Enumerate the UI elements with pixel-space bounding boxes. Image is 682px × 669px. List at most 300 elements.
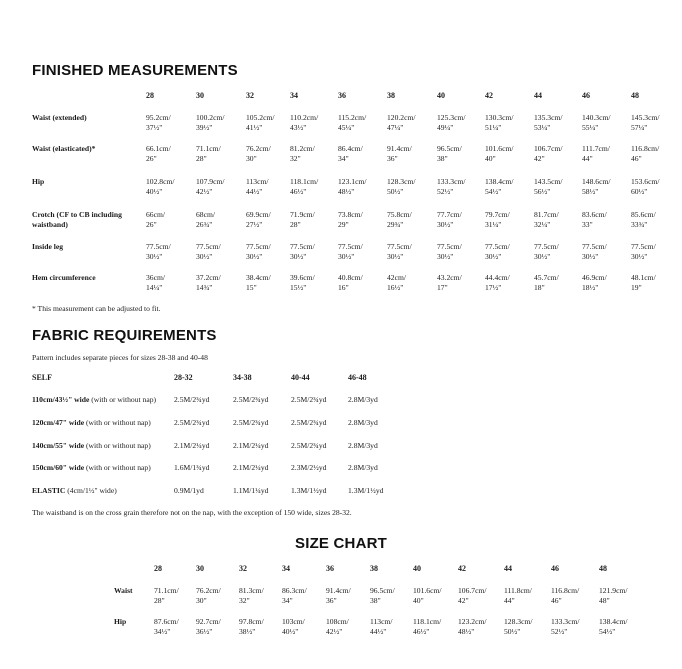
measurement-cell [387,177,415,197]
measurement-cell [196,242,221,262]
fabric-note: (with or without nap) [89,395,157,404]
size-header: 30 [196,91,204,100]
cell-imperial: 17½" [485,283,502,292]
cell-imperial: 42" [534,154,545,163]
cell-imperial: 39½" [196,123,213,132]
measurement-cell [290,210,315,230]
measurement-cell [413,617,441,637]
cell-metric: 77.5cm/ [387,242,412,251]
measurement-cell [387,113,415,133]
cell-imperial: 14¾" [196,283,213,292]
cell-imperial: 36" [387,154,398,163]
measurement-cell [338,210,363,230]
fabric-requirements-title: FABRIC REQUIREMENTS [32,327,217,344]
measurement-cell [485,113,513,133]
measurement-cell [239,586,264,606]
measurement-cell [485,210,510,230]
cell-imperial: 56½" [534,187,551,196]
cell-metric: 38.4cm/ [246,273,271,282]
cell-imperial: 19" [631,283,642,292]
measurement-cell [246,210,271,230]
cell-imperial: 40½" [282,627,299,636]
cell-imperial: 15½" [290,283,307,292]
cell-imperial: 52½" [437,187,454,196]
cell-imperial: 55¼" [582,123,599,132]
cell-metric: 77.5cm/ [338,242,363,251]
cell-imperial: 28" [290,220,301,229]
measurement-cell [246,144,271,164]
measurement-cell [290,273,315,293]
cell-metric: 130.3cm/ [485,113,514,122]
fabric-amount: 2.8M/3yd [348,441,378,450]
measurement-cell [437,177,465,197]
cell-metric: 69.9cm/ [246,210,271,219]
measurement-cell [246,273,271,293]
size-header: 36 [326,564,334,573]
cell-imperial: 48" [599,596,610,605]
measurement-cell [582,210,607,230]
measurement-cell [631,144,659,164]
size-range-header: 46-48 [348,373,367,382]
measurement-cell [326,617,349,637]
fabric-amount: 1.1M/1¼yd [233,486,269,495]
cell-metric: 71.9cm/ [290,210,315,219]
cell-imperial: 54½" [599,627,616,636]
fabric-note: (4cm/1½" wide) [65,486,117,495]
cell-imperial: 30" [196,596,207,605]
measurement-cell [458,586,486,606]
measurement-cell [534,177,562,197]
cell-imperial: 30½" [338,252,355,261]
cell-imperial: 27½" [246,220,263,229]
measurement-cell [387,210,412,230]
cell-imperial: 26¾" [196,220,213,229]
cell-metric: 91.4cm/ [387,144,412,153]
fabric-width: 140cm/55" wide [32,441,85,450]
measurement-cell [196,144,221,164]
measurement-cell [504,617,532,637]
cell-metric: 43.2cm/ [437,273,462,282]
cell-metric: 77.5cm/ [582,242,607,251]
fabric-width: 120cm/47" wide [32,418,85,427]
cell-imperial: 40" [485,154,496,163]
cell-imperial: 18" [534,283,545,292]
measurement-cell [290,177,318,197]
measurement-cell [631,210,656,230]
cell-metric: 85.6cm/ [631,210,656,219]
cell-imperial: 30½" [485,252,502,261]
measurement-cell [338,113,366,133]
fabric-amount: 1.3M/1½yd [291,486,327,495]
cell-metric: 87.6cm/ [154,617,179,626]
size-header: 28 [146,91,154,100]
cell-metric: 116.8cm/ [551,586,580,595]
fabric-amount: 2.5M/2¾yd [291,395,327,404]
measurement-cell [631,242,656,262]
fabric-amount: 2.8M/3yd [348,463,378,472]
measurement-cell [582,144,610,164]
cell-metric: 101.6cm/ [485,144,514,153]
measurement-cell [146,113,171,133]
cell-metric: 81.3cm/ [239,586,264,595]
measurement-cell [485,144,513,164]
measurement-cell [154,617,179,637]
measurement-cell [387,144,412,164]
measurement-cell [582,273,607,293]
cell-metric: 76.2cm/ [196,586,221,595]
fabric-row-label [32,486,117,495]
cell-imperial: 57¼" [631,123,648,132]
measurement-cell [458,617,486,637]
cell-imperial: 33¾" [631,220,648,229]
cell-metric: 148.6cm/ [582,177,611,186]
cell-metric: 138.4cm/ [599,617,628,626]
cell-imperial: 44" [582,154,593,163]
measurement-cell [290,242,315,262]
measurement-cell [246,242,271,262]
measurement-cell [485,177,513,197]
cell-metric: 106.7cm/ [534,144,563,153]
cell-metric: 118.1cm/ [290,177,319,186]
fabric-amount: 2.5M/2¾yd [174,395,210,404]
measurement-cell [413,586,441,606]
fabric-amount: 2.5M/2¾yd [233,418,269,427]
cell-imperial: 30½" [196,252,213,261]
cell-imperial: 30½" [387,252,404,261]
measurement-cell [599,617,627,637]
cell-imperial: 46½" [290,187,307,196]
cell-metric: 71.1cm/ [154,586,179,595]
size-range-header: 28-32 [174,373,193,382]
fabric-intro: Pattern includes separate pieces for sizes 28-38 and 40-48 [32,353,208,362]
cell-imperial: 52½" [551,627,568,636]
cell-imperial: 32" [290,154,301,163]
cell-metric: 128.3cm/ [504,617,533,626]
cell-imperial: 44" [504,596,515,605]
cell-imperial: 51¼" [485,123,502,132]
measurement-cell [485,273,510,293]
measurement-cell [196,617,221,637]
fabric-note: (with or without nap) [84,441,151,450]
cell-imperial: 38" [370,596,381,605]
cell-imperial: 34½" [154,627,171,636]
size-header: 40 [437,91,445,100]
cell-imperial: 48½" [338,187,355,196]
cell-imperial: 30½" [582,252,599,261]
measurement-cell [534,273,559,293]
fabric-amount: 1.3M/1½yd [348,486,384,495]
fabric-amount: 2.5M/2¾yd [174,418,210,427]
size-chart-title: SIZE CHART [295,535,387,552]
cell-metric: 108cm/ [326,617,349,626]
measurement-cell [239,617,264,637]
fabric-row-label [32,441,151,450]
measurement-cell [370,586,395,606]
cell-imperial: 14¼" [146,283,163,292]
cell-imperial: 47¼" [387,123,404,132]
cell-metric: 116.8cm/ [631,144,660,153]
cell-metric: 77.5cm/ [437,242,462,251]
fabric-amount: 2.1M/2¼yd [233,441,269,450]
size-header: 30 [196,564,204,573]
cell-metric: 95.2cm/ [146,113,171,122]
fabric-width: 150cm/60" wide [32,463,85,472]
cell-imperial: 31¼" [485,220,502,229]
fabric-amount: 2.1M/2¼yd [233,463,269,472]
cell-metric: 110.2cm/ [290,113,319,122]
self-header: SELF [32,373,53,382]
cell-imperial: 44½" [370,627,387,636]
row-label: Waist [114,586,133,595]
measurement-cell [631,113,659,133]
row-label: Hem circumference [32,273,96,282]
cell-metric: 66cm/ [146,210,165,219]
cell-metric: 100.2cm/ [196,113,225,122]
cell-imperial: 26" [146,220,157,229]
measurement-cell [437,210,462,230]
cell-metric: 68cm/ [196,210,215,219]
measurement-cell [146,144,171,164]
cell-imperial: 29¾" [387,220,404,229]
row-label: Waist (extended) [32,113,87,122]
measurement-cell [582,242,607,262]
cell-metric: 133.3cm/ [551,617,580,626]
size-header: 46 [582,91,590,100]
fabric-footnote: The waistband is on the cross grain therefore not on the nap, with the exception of 150 wide, sizes 28-32. [32,508,352,517]
size-header: 42 [458,564,466,573]
cell-metric: 96.5cm/ [437,144,462,153]
cell-imperial: 43½" [290,123,307,132]
cell-metric: 77.5cm/ [631,242,656,251]
measurement-cell [504,586,532,606]
measurement-cell [154,586,179,606]
fabric-amount: 2.5M/2¾yd [291,441,327,450]
cell-imperial: 60½" [631,187,648,196]
size-header: 46 [551,564,559,573]
cell-metric: 140.3cm/ [582,113,611,122]
cell-imperial: 16" [338,283,349,292]
measurement-cell [437,273,462,293]
measurement-cell [290,113,318,133]
cell-imperial: 58½" [582,187,599,196]
cell-metric: 42cm/ [387,273,406,282]
cell-metric: 103cm/ [282,617,305,626]
measurement-cell [146,242,171,262]
size-header: 38 [387,91,395,100]
cell-metric: 120.2cm/ [387,113,416,122]
cell-metric: 153.6cm/ [631,177,660,186]
cell-metric: 123.2cm/ [458,617,487,626]
measurement-cell [146,273,165,293]
measurement-cell [631,273,656,293]
measurement-cell [582,113,610,133]
finished-footnote: * This measurement can be adjusted to fit. [32,304,161,313]
cell-metric: 81.7cm/ [534,210,559,219]
size-range-header: 40-44 [291,373,310,382]
cell-imperial: 30½" [437,252,454,261]
size-header: 42 [485,91,493,100]
size-header: 32 [246,91,254,100]
cell-imperial: 33" [582,220,593,229]
measurement-cell [485,242,510,262]
measurement-cell [146,177,174,197]
size-header: 28 [154,564,162,573]
row-label: Waist (elasticated)* [32,144,96,153]
measurement-cell [582,177,610,197]
measurement-cell [196,177,224,197]
cell-imperial: 15" [246,283,257,292]
row-label: Crotch (CF to CB including waistband) [32,210,122,229]
measurement-cell [326,586,351,606]
finished-measurements-title: FINISHED MEASUREMENTS [32,62,238,79]
fabric-amount: 2.8M/3yd [348,418,378,427]
fabric-amount: 2.3M/2½yd [291,463,327,472]
row-label: Inside leg [32,242,64,251]
cell-metric: 77.5cm/ [196,242,221,251]
cell-imperial: 30½" [246,252,263,261]
cell-imperial: 29" [338,220,349,229]
cell-imperial: 18½" [582,283,599,292]
cell-imperial: 40½" [146,187,163,196]
cell-imperial: 50½" [387,187,404,196]
size-header: 44 [534,91,542,100]
cell-metric: 113cm/ [370,617,393,626]
size-header: 34 [290,91,298,100]
measurement-cell [282,617,305,637]
cell-metric: 71.1cm/ [196,144,221,153]
cell-metric: 86.3cm/ [282,586,307,595]
measurement-cell [534,113,562,133]
cell-imperial: 30½" [437,220,454,229]
cell-imperial: 46" [631,154,642,163]
cell-imperial: 30½" [290,252,307,261]
cell-imperial: 37½" [146,123,163,132]
cell-metric: 77.5cm/ [246,242,271,251]
size-header: 44 [504,564,512,573]
size-header: 38 [370,564,378,573]
cell-imperial: 38½" [239,627,256,636]
fabric-amount: 2.5M/2¾yd [291,418,327,427]
cell-imperial: 42½" [196,187,213,196]
measurement-cell [387,242,412,262]
cell-imperial: 30½" [631,252,648,261]
cell-imperial: 49¼" [437,123,454,132]
row-label: Hip [114,617,127,626]
cell-imperial: 36½" [196,627,213,636]
cell-imperial: 46½" [413,627,430,636]
cell-metric: 113cm/ [246,177,269,186]
cell-metric: 106.7cm/ [458,586,487,595]
size-header: 40 [413,564,421,573]
cell-metric: 91.4cm/ [326,586,351,595]
cell-metric: 76.2cm/ [246,144,271,153]
cell-metric: 79.7cm/ [485,210,510,219]
measurement-cell [196,273,221,293]
measurement-cell [338,177,366,197]
cell-imperial: 30½" [146,252,163,261]
measurement-cell [437,113,465,133]
cell-metric: 135.3cm/ [534,113,563,122]
cell-metric: 102.8cm/ [146,177,175,186]
measurement-cell [551,617,579,637]
fabric-amount: 2.1M/2¼yd [174,441,210,450]
cell-metric: 40.8cm/ [338,273,363,282]
fabric-row-label [32,463,151,472]
cell-imperial: 30½" [534,252,551,261]
measurement-cell [437,144,462,164]
size-header: 48 [599,564,607,573]
cell-imperial: 42" [458,596,469,605]
cell-imperial: 17" [437,283,448,292]
cell-imperial: 34" [338,154,349,163]
cell-metric: 36cm/ [146,273,165,282]
fabric-width: 110cm/43½" wide [32,395,90,404]
measurement-cell [599,586,627,606]
cell-metric: 44.4cm/ [485,273,510,282]
cell-metric: 107.9cm/ [196,177,225,186]
cell-imperial: 16½" [387,283,404,292]
cell-metric: 77.5cm/ [290,242,315,251]
cell-imperial: 50½" [504,627,521,636]
measurement-cell [146,210,165,230]
cell-metric: 121.9cm/ [599,586,628,595]
measurement-cell [196,210,215,230]
measurement-cell [551,586,579,606]
fabric-amount: 1.6M/1¾yd [174,463,210,472]
fabric-width: ELASTIC [32,486,66,495]
fabric-row-label [32,395,156,404]
fabric-row-label [32,418,151,427]
measurement-cell [196,586,221,606]
fabric-amount: 0.9M/1yd [174,486,204,495]
cell-imperial: 42½" [326,627,343,636]
size-header: 34 [282,564,290,573]
size-range-header: 34-38 [233,373,252,382]
measurement-cell [387,273,406,293]
cell-imperial: 48½" [458,627,475,636]
cell-metric: 138.4cm/ [485,177,514,186]
size-header: 36 [338,91,346,100]
cell-imperial: 32" [239,596,250,605]
cell-metric: 45.7cm/ [534,273,559,282]
cell-imperial: 28" [196,154,207,163]
cell-metric: 83.6cm/ [582,210,607,219]
cell-imperial: 46" [551,596,562,605]
measurement-cell [631,177,659,197]
cell-metric: 77.5cm/ [534,242,559,251]
measurement-cell [338,242,363,262]
measurement-cell [338,273,363,293]
cell-imperial: 36" [326,596,337,605]
measurement-cell [246,113,274,133]
measurement-cell [196,113,224,133]
cell-metric: 101.6cm/ [413,586,442,595]
cell-metric: 145.3cm/ [631,113,660,122]
cell-metric: 37.2cm/ [196,273,221,282]
fabric-amount: 2.5M/2¾yd [233,395,269,404]
cell-imperial: 53¼" [534,123,551,132]
cell-metric: 96.5cm/ [370,586,395,595]
cell-metric: 73.8cm/ [338,210,363,219]
row-label: Hip [32,177,45,186]
cell-imperial: 26" [146,154,157,163]
cell-imperial: 30" [246,154,257,163]
cell-imperial: 40" [413,596,424,605]
cell-metric: 115.2cm/ [338,113,367,122]
fabric-note: (with or without nap) [84,418,151,427]
cell-metric: 75.8cm/ [387,210,412,219]
cell-metric: 86.4cm/ [338,144,363,153]
